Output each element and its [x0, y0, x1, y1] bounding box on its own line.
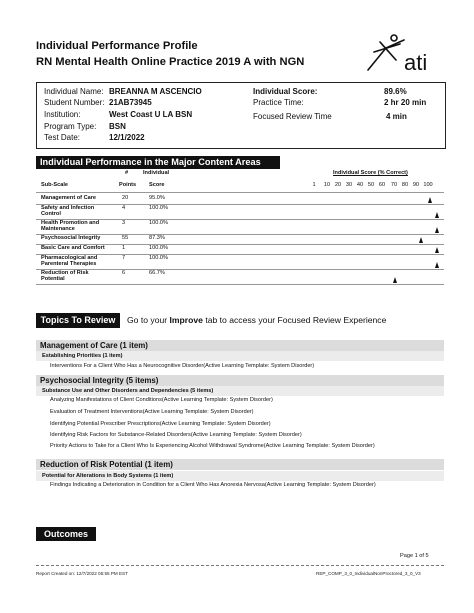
topic-item: Evaluation of Treatment Interventions(Active Learning Template: System Disorder) [50, 409, 254, 415]
topic-item: Identifying Potential Prescriber Prescriptions(Active Learning Template: System Disorder) [50, 421, 271, 427]
score-value: 100.0% [149, 220, 168, 226]
scale-tick: 50 [367, 182, 375, 188]
topic-psychosocial-integrity: Psychosocial Integrity (5 items) [36, 375, 444, 386]
page-number: Page 1 of 5 [400, 553, 429, 559]
score-value: 87.3% [149, 235, 165, 241]
practice-time-value: 2 hr 20 min [384, 98, 427, 107]
scale-tick: 20 [334, 182, 342, 188]
score-value: 66.7% [149, 270, 165, 276]
topics-section-title: Topics To Review [36, 313, 120, 328]
score-value: 95.0% [149, 195, 165, 201]
program-type-value: BSN [109, 122, 126, 131]
col-hash-header: # [125, 170, 129, 176]
subtopic-body-systems: Potential for Alterations in Body Systems (1 item) [36, 471, 444, 481]
col-points-header: Points [119, 182, 137, 188]
practice-time-label: Practice Time: [253, 98, 304, 107]
subscale-name: Psychosocial Integrity [41, 235, 101, 241]
score-marker [393, 277, 397, 283]
student-info-box [36, 82, 446, 149]
score-marker [419, 237, 423, 243]
scale-tick: 70 [390, 182, 398, 188]
topic-item: Interventions For a Client Who Has a Neurocognitive Disorder(Active Learning Template: System Disorder) [50, 363, 315, 369]
col-subscale-header: Sub-Scale [41, 182, 69, 188]
scale-tick: 10 [323, 182, 331, 188]
points-value: 6 [122, 270, 126, 276]
ati-logo-icon [360, 30, 440, 80]
table-row-divider [36, 284, 444, 285]
logo-text: ati [404, 50, 428, 75]
score-value: 100.0% [149, 255, 168, 261]
scale-tick: 60 [378, 182, 386, 188]
points-value: 7 [122, 255, 126, 261]
name-value: BREANNA M ASCENCIO [109, 87, 202, 96]
individual-score-label: Individual Score: [253, 87, 318, 96]
topic-reduction-of-risk: Reduction of Risk Potential (1 item) [36, 459, 444, 470]
subscale-name: Management of Care [41, 195, 97, 201]
test-date-value: 12/1/2022 [109, 133, 145, 142]
footer-divider [36, 565, 444, 566]
focused-review-value: 4 min [386, 112, 407, 121]
topic-item: Priority Actions to Take for a Client Who Is Experiencing Alcohol Withdrawal Syndrome(Active Learning Template: System Disorder) [50, 443, 375, 449]
subscale-name: Basic Care and Comfort [41, 245, 105, 251]
topics-instruction: Go to your Improve tab to access your Focused Review Experience [127, 315, 387, 325]
scale-tick: 100 [423, 182, 433, 188]
individual-score-value: 89.6% [384, 87, 407, 96]
points-value: 20 [122, 195, 129, 201]
institution-value: West Coast U LA BSN [109, 110, 193, 119]
report-created-date: Report Created on: 12/7/2022 05:55 PM EST [36, 571, 128, 576]
points-value: 4 [122, 205, 126, 211]
topic-item: Identifying Risk Factors for Substance-Related Disorders(Active Learning Template: System Disorder) [50, 432, 302, 438]
col-individual-header: Individual [143, 170, 170, 176]
scale-tick: 30 [345, 182, 353, 188]
points-value: 55 [122, 235, 129, 241]
score-marker [435, 247, 439, 253]
col-score-header: Score [149, 182, 165, 188]
topic-item: Findings Indicating a Deterioration in Condition for a Client Who Has Anorexia Nervosa(Active Learning Template: System Disorder) [50, 482, 376, 488]
institution-label: Institution: [44, 110, 81, 119]
table-row-divider [36, 192, 444, 193]
subscale-name: Reduction of Risk Potential [41, 270, 89, 283]
report-title: Individual Performance Profile [36, 40, 198, 52]
topic-item: Analyzing Manifestations of Client Conditions(Active Learning Template: System Disorder) [50, 397, 273, 403]
score-value: 100.0% [149, 205, 168, 211]
outcomes-section-title: Outcomes [36, 527, 96, 541]
points-value: 3 [122, 220, 126, 226]
scale-tick: 80 [401, 182, 409, 188]
subtopic-establishing-priorities: Establishing Priorities (1 item) [36, 351, 444, 361]
performance-section-title: Individual Performance in the Major Content Areas [36, 156, 280, 169]
score-marker [435, 227, 439, 233]
scale-tick: 40 [356, 182, 364, 188]
subscale-name: Health Promotion and Maintenance [41, 220, 100, 233]
name-label: Individual Name: [44, 87, 104, 96]
assessment-title: RN Mental Health Online Practice 2019 A with NGN [36, 56, 305, 68]
improve-tab-reference: Improve [169, 315, 203, 325]
test-date-label: Test Date: [44, 133, 81, 142]
student-number-label: Student Number: [44, 98, 105, 107]
score-marker [428, 197, 432, 203]
focused-review-label: Focused Review Time [253, 112, 332, 121]
scale-tick: 90 [412, 182, 420, 188]
points-value: 1 [122, 245, 126, 251]
subscale-name: Pharmacological and Parenteral Therapies [41, 255, 98, 268]
scale-tick: 1 [312, 182, 316, 188]
student-number-value: 21AB73945 [109, 98, 152, 107]
score-marker [435, 212, 439, 218]
program-type-label: Program Type: [44, 122, 97, 131]
report-code: REP_COMP_3_0_IndividualNonProctored_3_0_V3 [316, 571, 421, 576]
topic-management-of-care: Management of Care (1 item) [36, 340, 444, 351]
subscale-name: Safety and Infection Control [41, 205, 95, 218]
subtopic-substance-use: Substance Use and Other Disorders and Dependencies (5 items) [36, 386, 444, 396]
scale-title: Individual Score (% Correct) [333, 170, 408, 176]
score-value: 100.0% [149, 245, 168, 251]
score-marker [435, 262, 439, 268]
